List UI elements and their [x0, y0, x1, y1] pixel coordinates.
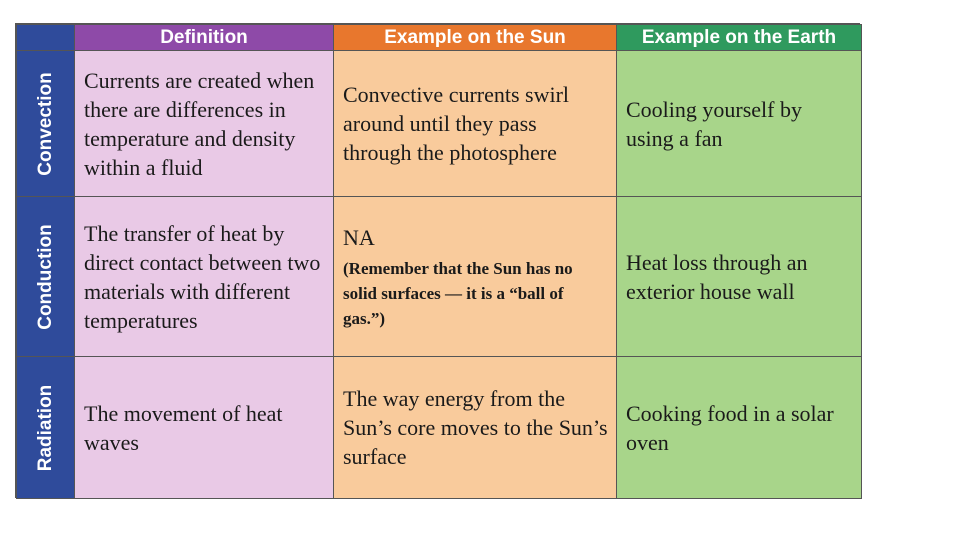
earth-example-cell: Cooking food in a solar oven: [617, 357, 862, 499]
definition-cell: The movement of heat waves: [75, 357, 334, 499]
sun-note-text: (Remember that the Sun has no solid surfaces — it is a “ball of gas.”): [343, 258, 573, 328]
heat-transfer-table: [15, 23, 860, 498]
definition-header: Definition: [75, 25, 334, 51]
sun-example-cell: The way energy from the Sun’s core moves to the Sun’s surface: [334, 357, 617, 499]
row-label-convection: [17, 51, 75, 197]
definition-cell: The transfer of heat by direct contact between two materials with different temperatures: [75, 197, 334, 357]
earth-example-cell: Heat loss through an exterior house wall: [617, 197, 862, 357]
header-row: [17, 25, 862, 51]
row-label-text: Conduction: [34, 223, 56, 330]
table-row-radiation: [17, 357, 862, 499]
sun-example-header: Example on the Sun: [334, 25, 617, 51]
sun-example-cell: [334, 197, 617, 357]
corner-header: [17, 25, 75, 51]
row-label-text: Convection: [34, 71, 56, 176]
row-label-radiation: [17, 357, 75, 499]
earth-example-cell: Cooling yourself by using a fan: [617, 51, 862, 197]
table-row-convection: [17, 51, 862, 197]
table-row-conduction: [17, 197, 862, 357]
sun-example-cell: Convective currents swirl around until they pass through the photosphere: [334, 51, 617, 197]
row-label-conduction: [17, 197, 75, 357]
definition-cell: Currents are created when there are differences in temperature and density within a fluid: [75, 51, 334, 197]
earth-example-header: Example on the Earth: [617, 25, 862, 51]
comparison-table: [16, 24, 862, 499]
row-label-text: Radiation: [34, 384, 56, 471]
not-applicable-text: NA: [343, 224, 375, 250]
